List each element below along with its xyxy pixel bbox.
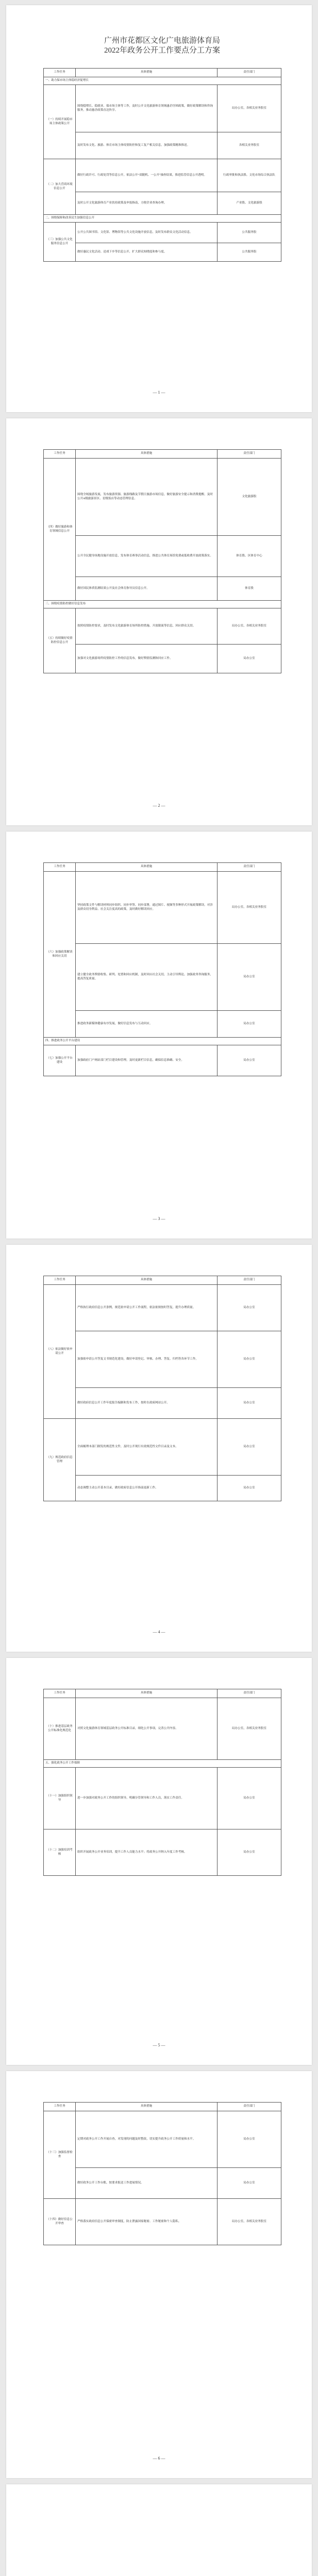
table-header: [44, 1276, 281, 1285]
task-cell: （一）持续开展稳市场主体政策公开: [44, 85, 76, 159]
dept-cell: 局办公室: [217, 645, 281, 673]
task-table-2: [43, 449, 281, 673]
header-task: 工作任务: [44, 2103, 76, 2111]
title-line-1: 广州市花都区文化广电旅游体育局: [104, 37, 220, 45]
document-page-2: [6, 418, 312, 825]
dept-cell: 局办公室: [217, 1829, 281, 1876]
table-row: [44, 2168, 281, 2199]
title-line-2: 2022年政务公开工作要点分工方案: [104, 46, 220, 55]
page-number: — 4 —: [153, 1630, 165, 1634]
header-dept: 责任部门: [217, 2103, 281, 2111]
dept-cell: 局办公室: [217, 2111, 281, 2168]
table-header: [44, 69, 281, 77]
task-table-1: [43, 68, 281, 262]
table-row: [44, 243, 281, 262]
table-row: [44, 1419, 281, 1476]
dept-cell: 体育股、区体育中心: [217, 536, 281, 577]
content-cell: 组织开展政务公开业务培训，提升工作人员能力水平；将政务公开纳入年度工作考核。: [76, 1829, 217, 1876]
task-table-4: [43, 1276, 281, 1501]
table-row: [44, 536, 281, 577]
table-row: [44, 1698, 281, 1760]
table-row: [44, 1829, 281, 1876]
document-page-7: [6, 2484, 312, 2576]
dept-cell: 局办公室: [217, 2168, 281, 2199]
header-content: 具体措施: [76, 1276, 217, 1285]
dept-cell: 局办公室: [217, 1388, 281, 1419]
section-row: 五、强化政务公开工作保障: [44, 1760, 281, 1768]
dept-cell: 公共服务股: [217, 243, 281, 262]
content-cell: 加强依申请公开答复文书规范化建设，做好申请登记、审核、办理、答复、归档等各环节工作。: [76, 1331, 217, 1388]
content-cell: 公开全民健身场地设施开放信息，发布体育赛事活动信息，推进公共体育场馆免费或低收费开放政策落实。: [76, 536, 217, 577]
content-cell: 全面梳理本部门制发的规范性文件，及时公开现行有效规范性文件目录及文本。: [76, 1419, 217, 1476]
table-row: [44, 132, 281, 159]
task-cell: （十四）做好信息公开审查: [44, 2199, 76, 2245]
header-dept: 责任部门: [217, 1276, 281, 1285]
task-cell: （十二）加强培训考核: [44, 1829, 76, 1876]
dept-cell: 局办公室: [217, 1045, 281, 1076]
dept-cell: 体育股: [217, 577, 281, 601]
content-cell: 定期对政务公开工作开展自查，对发现的问题及时整改，切实提升政务公开工作质量和水平。: [76, 2111, 217, 2168]
header-dept: 责任部门: [217, 863, 281, 872]
content-cell: 及时发布文化、旅游、体育市场主体疫情防控和复工复产相关信息，加强政策精准推送。: [76, 132, 217, 159]
page-number: — 3 —: [153, 1216, 165, 1221]
task-cell: （八）依法做好依申请公开: [44, 1285, 76, 1419]
dept-cell: 行政审批和执法股、文化市场综合执法队: [217, 159, 281, 192]
task-cell: （二）加大营商环境信息公开: [44, 159, 76, 215]
content-cell: 加强政府门户网站部门栏目建设和管理，及时更新栏目信息，确保信息准确、安全。: [76, 1045, 217, 1076]
header-task: 工作任务: [44, 863, 76, 872]
section-row: 三、围绕疫情防控做好信息发布: [44, 601, 281, 608]
document-page-5: [6, 1658, 312, 2065]
header-content: 具体措施: [76, 2103, 217, 2111]
content-cell: 按照疫情防控要求，及时发布文化旅游体育场所防控措施、开放限流等信息，回应群众关切。: [76, 608, 217, 645]
task-cell: （五）持续做好疫情防控信息公开: [44, 608, 76, 673]
table-row: [44, 577, 281, 601]
dept-cell: 局办公室，各相关业务股室: [217, 608, 281, 645]
dept-cell: 局办公室: [217, 1419, 281, 1476]
table-row: [44, 1045, 281, 1076]
content-cell: 做好惠民文化活动、送戏下乡等信息公开，扩大群众知晓度和参与度。: [76, 243, 217, 262]
table-row: [44, 223, 281, 243]
document-page-1: [6, 5, 312, 412]
table-row: [44, 1388, 281, 1419]
table-row: [44, 459, 281, 536]
dept-cell: 文化旅游股: [217, 459, 281, 536]
dept-cell: 公共服务股: [217, 223, 281, 243]
dept-cell: 局办公室，各相关业务股室: [217, 872, 281, 944]
section-row: 四、推进政务公开平台建设: [44, 1038, 281, 1045]
document-title: [43, 36, 281, 56]
table-row: [44, 192, 281, 215]
header-task: 工作任务: [44, 1689, 76, 1698]
header-dept: 责任部门: [217, 69, 281, 77]
header-content: 具体措施: [76, 69, 217, 77]
dept-cell: 局办公室: [217, 1331, 281, 1388]
content-cell: 及时公开文化旅游体育产业扶持政策及申报指南，方便企业查询办理。: [76, 192, 217, 215]
task-table-6: [43, 2102, 281, 2245]
task-table-3: [43, 862, 281, 1076]
dept-cell: 局办公室: [217, 1285, 281, 1331]
content-cell: 做好国民体质监测结果公开及社会体育指导员信息公开。: [76, 577, 217, 601]
table-header: [44, 450, 281, 459]
content-cell: 加强对文化旅游场所疫情防控工作的信息发布，做好舆情监测和回应工作。: [76, 645, 217, 673]
document-page-6: [6, 2071, 312, 2478]
header-task: 工作任务: [44, 450, 76, 459]
content-cell: 围绕全域旅游发展，发布旅游资源、旅游线路及节假日旅游市场信息，做好旅游安全提示和消费提醒。及时公开A级旅游景区、星级饭店等动态管理信息。: [76, 459, 217, 536]
content-cell: 动态调整主动公开基本目录，做好政府信息公开指南更新工作。: [76, 1476, 217, 1501]
document-page-3: [6, 832, 312, 1239]
table-row: [44, 944, 281, 1011]
task-cell: （十一）加强组织领导: [44, 1768, 76, 1829]
page-number: — 6 —: [153, 2456, 165, 2461]
header-task: 工作任务: [44, 1276, 76, 1285]
table-row: [44, 1768, 281, 1829]
task-cell: （六）加强政策解读和回应关切: [44, 872, 76, 1038]
header-dept: 责任部门: [217, 450, 281, 459]
table-row: [44, 872, 281, 944]
dept-cell: 局办公室: [217, 1768, 281, 1829]
content-cell: 做好政务公开工作台账，按要求报送工作进展情况。: [76, 2168, 217, 2199]
task-cell: （九）规范政府信息管理: [44, 1419, 76, 1501]
header-content: 具体措施: [76, 1689, 217, 1698]
table-row: [44, 645, 281, 673]
task-table-5: [43, 1689, 281, 1876]
dept-cell: 局办公室，各相关业务股室: [217, 1698, 281, 1760]
dept-cell: 局办公室: [217, 1011, 281, 1038]
table-row: [44, 1331, 281, 1388]
header-content: 具体措施: [76, 863, 217, 872]
page-number: — 5 —: [153, 2043, 165, 2047]
document-page-4: [6, 1245, 312, 1652]
task-cell: （七）加强公开平台建设: [44, 1045, 76, 1076]
content-cell: 严格落实政府信息公开保密审查制度，防止泄露国家秘密、工作秘密和个人隐私。: [76, 2199, 217, 2245]
content-cell: 建立健全政务舆情收集、研判、处置和回应机制，及时回应社会关切，主动引导舆论。加强政务咨询服务，提高答复质量。: [76, 944, 217, 1011]
content-cell: 对照文化旅游体育领域基层政务公开标准目录，细化公开事项，完善公开内容。: [76, 1698, 217, 1760]
table-row: [44, 608, 281, 645]
table-header: [44, 863, 281, 872]
content-cell: 做好行政许可、行政处罚等信息公开，依法公开“双随机、一公开”抽查结果，推进监管信息公开透明。: [76, 159, 217, 192]
content-cell: 公开公共图书馆、文化馆、博物馆等公共文化设施开放信息，及时发布群众文化活动信息。: [76, 223, 217, 243]
header-task: 工作任务: [44, 69, 76, 77]
header-dept: 责任部门: [217, 1689, 281, 1698]
content-cell: 坚持政策文件与解读材料同步组织、同步审签、同步部署，通过图片、视频等多种形式开展政策解读。对涉及群众切身利益、社会关注度高的政策，及时做好解读回应。: [76, 872, 217, 944]
task-cell: （三）加强公共文化服务信息公开: [44, 223, 76, 262]
table-header: [44, 1689, 281, 1698]
table-row: [44, 1285, 281, 1331]
section-row: 一、助力保市场主体稳经济促增长: [44, 77, 281, 85]
table-row: [44, 1011, 281, 1038]
table-row: [44, 1476, 281, 1501]
table-row: [44, 85, 281, 132]
task-cell: （十三）加强监督检查: [44, 2111, 76, 2199]
page-number: — 2 —: [153, 803, 165, 808]
section-row: 二、围绕保障和改善民生加强信息公开: [44, 215, 281, 223]
dept-cell: 局办公室: [217, 944, 281, 1011]
task-cell: （十）推进基层政务公开标准化规范化: [44, 1698, 76, 1760]
content-cell: 围绕稳增长、稳就业、保市场主体等工作，及时公开文化旅游体育领域惠企纾困政策，做好政策解读和咨询服务，推动惠企政策直达快享。: [76, 85, 217, 132]
dept-cell: 产业股、文化旅游股: [217, 192, 281, 215]
table-header: [44, 2103, 281, 2111]
table-row: [44, 2111, 281, 2168]
content-cell: 做好政府信息公开工作年度报告编制和发布工作，按时在政府网站公开。: [76, 1388, 217, 1419]
table-row: [44, 159, 281, 192]
page-number: — 1 —: [153, 390, 165, 395]
dept-cell: 局办公室，各相关业务股室: [217, 2199, 281, 2245]
content-cell: 进一步加强对政务公开工作的组织领导，明确分管领导和工作人员，落实工作责任。: [76, 1768, 217, 1829]
dept-cell: 各相关业务股室: [217, 132, 281, 159]
dept-cell: 局办公室: [217, 1476, 281, 1501]
content-cell: 严格执行政府信息公开条例，规范依申请公开工作流程，依法依规按时答复，提升办理质量。: [76, 1285, 217, 1331]
header-content: 具体措施: [76, 450, 217, 459]
table-row: [44, 2199, 281, 2245]
content-cell: 推进政务新媒体健康有序发展，做好信息发布与互动回应。: [76, 1011, 217, 1038]
task-cell: （四）做好旅游和体育领域信息公开: [44, 459, 76, 601]
dept-cell: 局办公室，各相关业务股室: [217, 85, 281, 132]
